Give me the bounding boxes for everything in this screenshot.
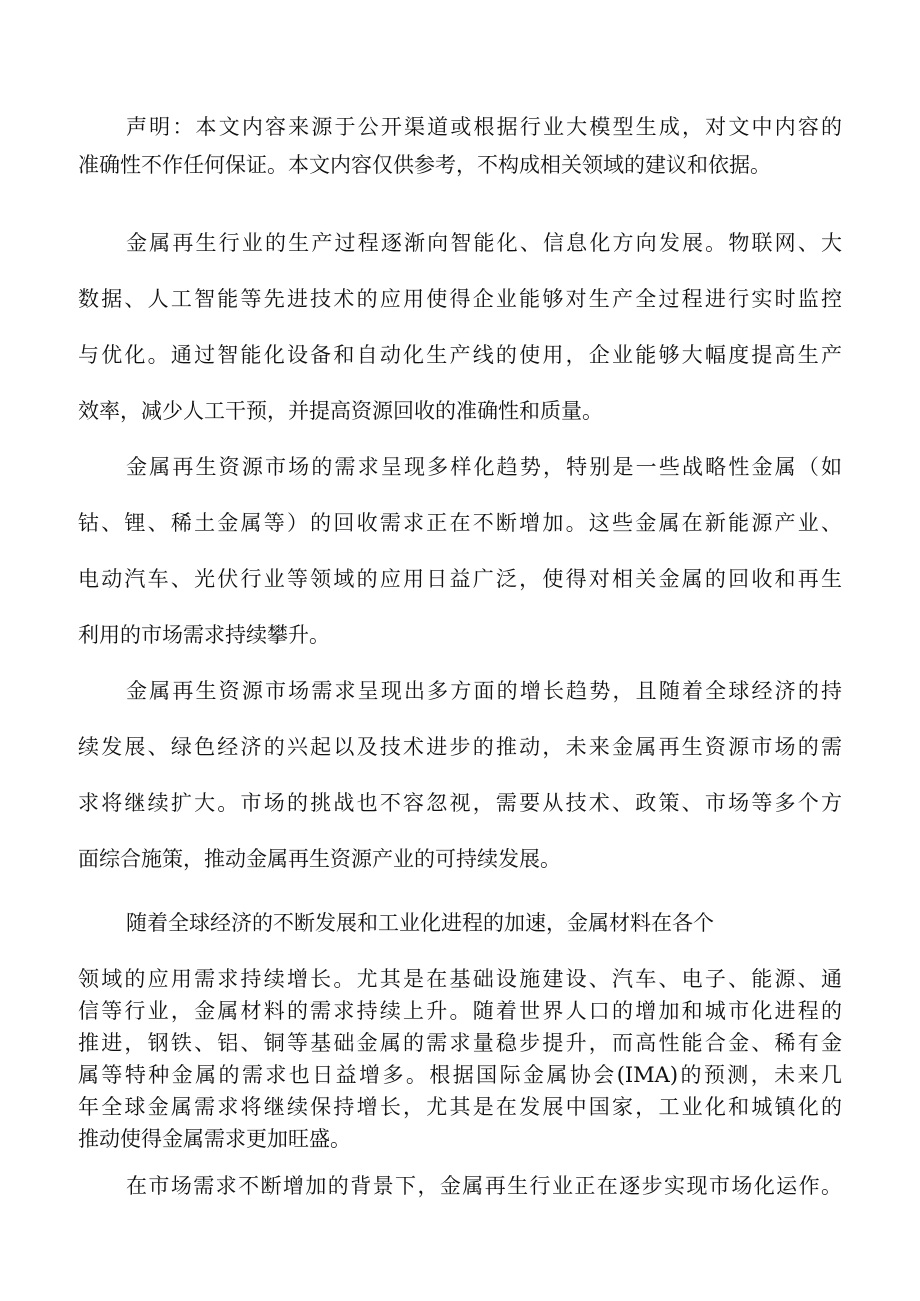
text-line: 在市场需求不断增加的背景下，金属再生行业正在逐步实现市场化运作。 — [126, 1174, 842, 1198]
text-line: 推动使得金属需求更加旺盛。 — [78, 1127, 351, 1151]
text-line: 电动汽车、光伏行业等领域的应用日益广泛，使得对相关金属的回收和再生 — [78, 567, 842, 591]
body-paragraph — [78, 1176, 842, 1197]
text-line: 领域的应用需求持续增长。尤其是在基础设施建设、汽车、电子、能源、通 — [78, 967, 842, 991]
text-line: 利用的市场需求持续攀升。 — [78, 623, 330, 647]
text-line: 钴、锂、稀土金属等）的回收需求正在不断增加。这些金属在新能源产业、 — [78, 511, 842, 535]
body-paragraph — [78, 913, 842, 934]
text-line: 金属再生资源市场需求呈现出多方面的增长趋势，且随着全球经济的持 — [126, 679, 842, 703]
text-line: 求将继续扩大。市场的挑战也不容忽视，需要从技术、政策、市场等多个方 — [78, 791, 842, 815]
text-line: 信等行业，金属材料的需求持续上升。随着世界人口的增加和城市化进程的 — [78, 999, 842, 1023]
body-paragraph — [78, 455, 842, 647]
body-paragraph — [78, 679, 842, 871]
text-line: 续发展、绿色经济的兴起以及技术进步的推动，未来金属再生资源市场的需 — [78, 735, 842, 759]
text-line: 金属再生资源市场的需求呈现多样化趋势，特别是一些战略性金属（如 — [126, 455, 842, 479]
text-line: 准确性不作任何保证。本文内容仅供参考，不构成相关领域的建议和依据。 — [78, 153, 771, 177]
text-line: 年全球金属需求将继续保持增长，尤其是在发展中国家，工业化和城镇化的 — [78, 1095, 842, 1119]
text-line: 与优化。通过智能化设备和自动化生产线的使用，企业能够大幅度提高生产 — [78, 343, 842, 367]
text-line: 随着全球经济的不断发展和工业化进程的加速，金属材料在各个 — [126, 911, 714, 935]
text-line: 属等特种金属的需求也日益增多。根据国际金属协会(IMA)的预测，未来几 — [78, 1063, 842, 1087]
text-line: 效率，减少人工干预，并提高资源回收的准确性和质量。 — [78, 399, 603, 423]
text-line: 推进，钢铁、铝、铜等基础金属的需求量稳步提升，而高性能合金、稀有金 — [78, 1031, 842, 1055]
disclaimer-paragraph — [78, 115, 842, 177]
text-line: 金属再生行业的生产过程逐渐向智能化、信息化方向发展。物联网、大 — [126, 231, 842, 255]
text-line: 数据、人工智能等先进技术的应用使得企业能够对生产全过程进行实时监控 — [78, 287, 842, 311]
text-line: 面综合施策，推动金属再生资源产业的可持续发展。 — [78, 847, 561, 871]
text-line: 声明：本文内容来源于公开渠道或根据行业大模型生成，对文中内容的 — [126, 115, 842, 139]
body-paragraph — [78, 231, 842, 423]
body-paragraph — [78, 967, 842, 1151]
